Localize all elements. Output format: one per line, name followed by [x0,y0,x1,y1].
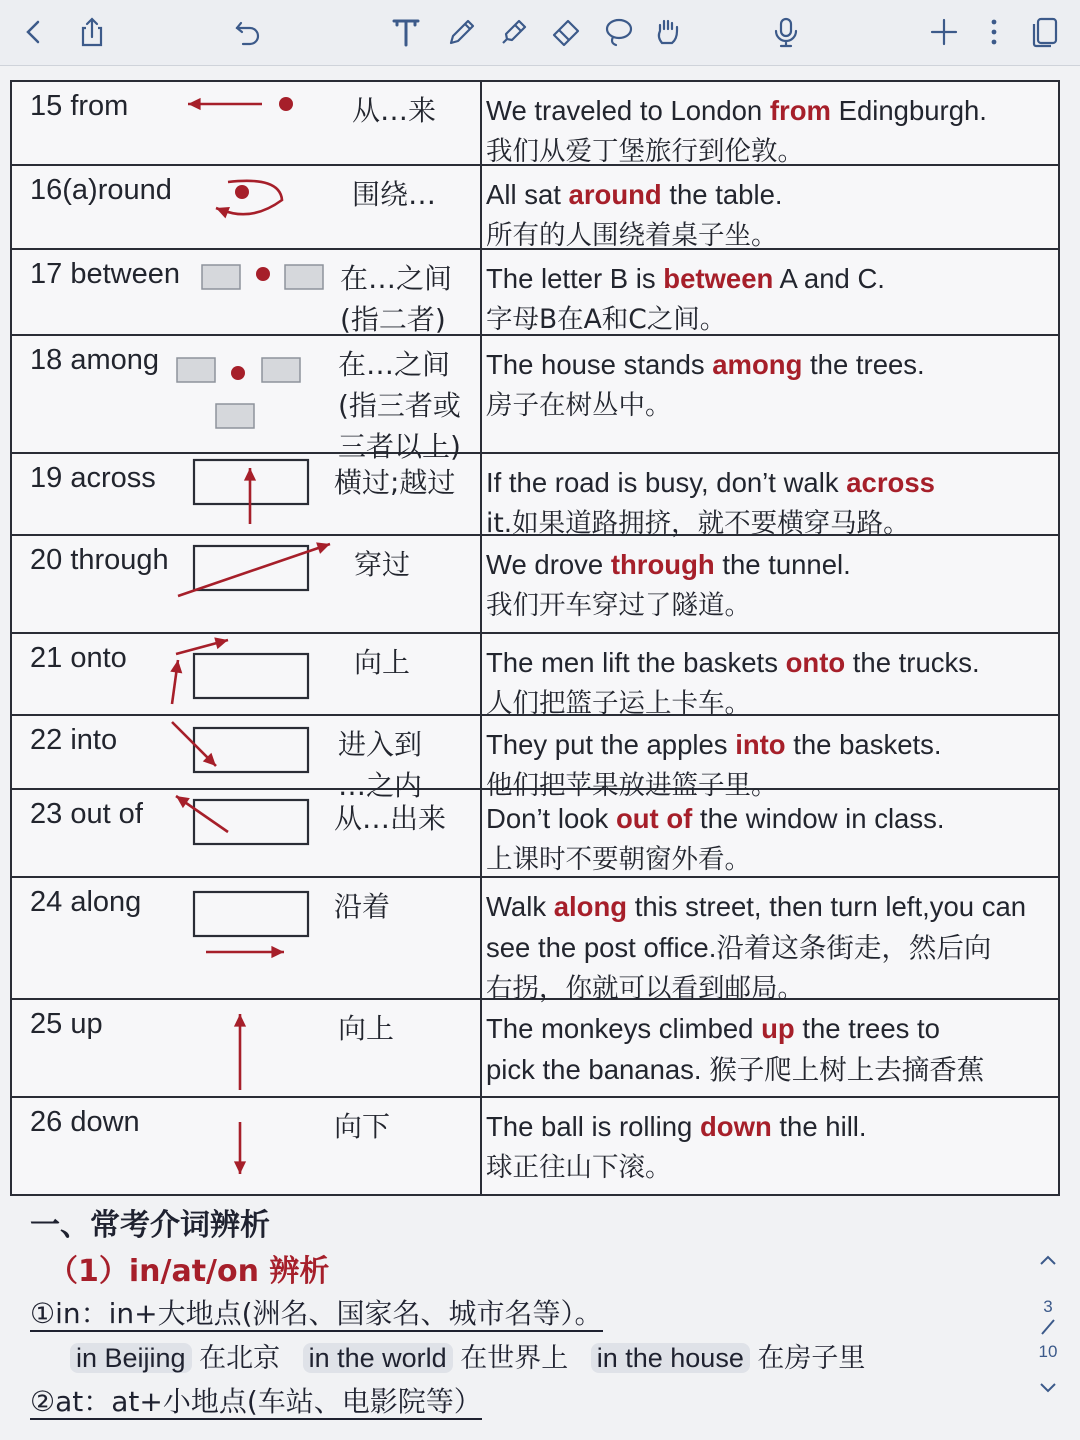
preposition-word: 26 down [30,1106,140,1138]
toolbar [0,0,1080,66]
example-english: We traveled to London from Edingburgh. [486,95,987,126]
preposition-word: 24 along [30,886,142,918]
example-english: Don’t look out of the window in class. [486,803,945,834]
page-slash-icon [1036,1317,1060,1337]
section-heading: 一、常考介词辨析 [30,1208,270,1243]
example-english: If the road is busy, don’t walk across [486,467,935,498]
preposition-word: 18 among [30,344,159,376]
chinese-meaning [334,1106,390,1147]
preposition-table [10,80,1060,1196]
undo-icon[interactable] [226,10,270,54]
example-translation: 所有的人围绕着桌子坐。 [486,220,778,251]
highlighted-preposition: around [568,179,662,210]
example-english: pick the bananas. 猴子爬上树上去摘香蕉 [486,1054,985,1085]
pen-tool-icon[interactable] [440,10,484,54]
table-row [12,1000,1058,1098]
table-row [12,1098,1058,1194]
example-translation: 上课时不要朝窗外看。 [486,844,751,875]
chinese-meaning [334,886,390,927]
text-tool-icon[interactable] [384,10,428,54]
preposition-word: 22 into [30,724,118,756]
example-translation: 他们把苹果放进篮子里。 [486,770,778,801]
add-icon[interactable] [922,10,966,54]
highlighted-preposition: down [699,1111,772,1142]
meaning-line: 从…来 [352,94,437,127]
chinese-meaning [334,798,446,839]
highlighted-preposition: along [553,891,628,922]
table-row [12,878,1058,1004]
example-sentence [486,1008,1056,1090]
microphone-icon[interactable] [764,10,808,54]
example-sentence [486,886,1056,1009]
example-english: All sat around the table. [486,179,783,210]
example-translation: 我们开车穿过了隧道。 [486,590,751,621]
page-up-icon[interactable] [1036,1252,1060,1268]
meaning-line: (指三者或 [338,389,461,422]
example-english: We drove through the tunnel. [486,549,851,580]
highlighted-preposition: into [735,729,786,760]
page-down-icon[interactable] [1036,1380,1060,1396]
meaning-line: …之内 [338,769,423,802]
table-row [12,790,1058,878]
highlighted-preposition: through [610,549,715,580]
example-english: The house stands among the trees. [486,349,925,380]
chinese-meaning [338,1008,394,1049]
chinese-meaning [352,90,436,131]
meaning-line: 沿着 [334,890,391,923]
table-row [12,166,1058,250]
example-zh: 在房子里 [757,1343,866,1374]
example-translation: it.如果道路拥挤，就不要横穿马路。 [486,508,910,539]
highlighted-preposition: out of [615,803,693,834]
example-english: The monkeys climbed up the trees to [486,1013,940,1044]
example-translation: 房子在树丛中。 [486,390,672,421]
example-translation: 球正往山下滚。 [486,1152,672,1183]
preposition-word: 17 between [30,258,180,290]
preposition-word: 15 from [30,90,129,122]
pages-icon[interactable] [1022,10,1066,54]
table-row [12,536,1058,634]
example-translation: 字母B在A和C之间。 [486,304,727,335]
meaning-line: 横过;越过 [334,466,456,499]
rule-in [30,1292,1030,1336]
example-sentence [486,544,1056,626]
example-zh: 在世界上 [460,1343,569,1374]
chinese-meaning [338,344,461,467]
chinese-meaning [334,462,455,503]
example-english: The ball is rolling down the hill. [486,1111,867,1142]
preposition-word: 20 through [30,544,169,576]
table-row [12,250,1058,336]
example-sentence [486,174,1056,256]
table-row [12,634,1058,719]
notes-section [30,1200,1030,1424]
example-sentence [486,90,1056,172]
meaning-line: (指二者) [340,303,446,336]
preposition-word: 19 across [30,462,156,494]
example-zh: 在北京 [199,1343,281,1374]
current-page: 3 [1043,1297,1053,1316]
total-pages: 10 [1038,1342,1058,1361]
meaning-line: 向上 [354,646,411,679]
example-sentence [486,798,1056,880]
example-english: They put the apples into the baskets. [486,729,942,760]
table-row [12,454,1058,539]
example-sentence [486,258,1056,340]
section-subheading: （1）in/at/on 辨析 [48,1254,330,1289]
meaning-line: 向上 [338,1012,395,1045]
rule-at [30,1380,1030,1424]
example-en: in Beijing [70,1343,192,1373]
chinese-meaning [352,174,436,215]
chinese-meaning [340,258,452,340]
hand-sticker-icon[interactable] [646,10,690,54]
example-sentence [486,462,1056,544]
example-english: see the post office.沿着这条街走，然后向 [486,932,992,963]
preposition-word: 21 onto [30,642,127,674]
highlighted-preposition: up [761,1013,795,1044]
highlighter-icon[interactable] [492,10,536,54]
example-english: The men lift the baskets onto the trucks. [486,647,980,678]
meaning-line: 在…之间 [340,262,453,295]
more-icon[interactable] [972,10,1016,54]
meaning-line: 穿过 [354,548,411,581]
example-english: Walk along this street, then turn left,you can [486,891,1027,922]
share-icon[interactable] [70,10,114,54]
example-sentence [486,1106,1056,1188]
preposition-word: 25 up [30,1008,103,1040]
meaning-line: 从…出来 [334,802,447,835]
example-sentence [486,642,1056,724]
meaning-line: 向下 [334,1110,391,1143]
meaning-line: 围绕… [352,178,437,211]
example-sentence [486,344,1056,426]
examples-line [30,1336,1030,1380]
example-translation: 右拐，你就可以看到邮局。 [486,973,804,1004]
lasso-icon[interactable] [596,10,640,54]
highlighted-preposition: onto [785,647,846,678]
rule-at-text: ②at：at+小地点(车站、电影院等） [30,1385,482,1418]
eraser-icon[interactable] [544,10,588,54]
highlighted-preposition: across [846,467,935,498]
back-chevron-icon[interactable] [12,10,56,54]
example-en: in the world [303,1343,453,1373]
highlighted-preposition: between [663,263,774,294]
chinese-meaning [354,544,410,585]
highlighted-preposition: from [769,95,831,126]
chinese-meaning [354,642,410,683]
example-translation: 人们把篮子运上卡车。 [486,688,751,719]
example-en: in the house [591,1343,750,1373]
example-english: The letter B is between A and C. [486,263,885,294]
table-row [12,82,1058,166]
table-row [12,336,1058,463]
example-translation: 我们从爱丁堡旅行到伦敦。 [486,136,804,167]
meaning-line: 在…之间 [338,348,451,381]
meaning-line: 三者以上) [338,430,461,463]
page-indicator [1024,1252,1072,1422]
table-row [12,716,1058,802]
meaning-line: 进入到 [338,728,423,761]
highlighted-preposition: among [712,349,803,380]
preposition-word: 23 out of [30,798,143,830]
rule-in-text: ①in：in+大地点(洲名、国家名、城市名等）。 [30,1297,603,1330]
preposition-word: 16(a)round [30,174,172,206]
